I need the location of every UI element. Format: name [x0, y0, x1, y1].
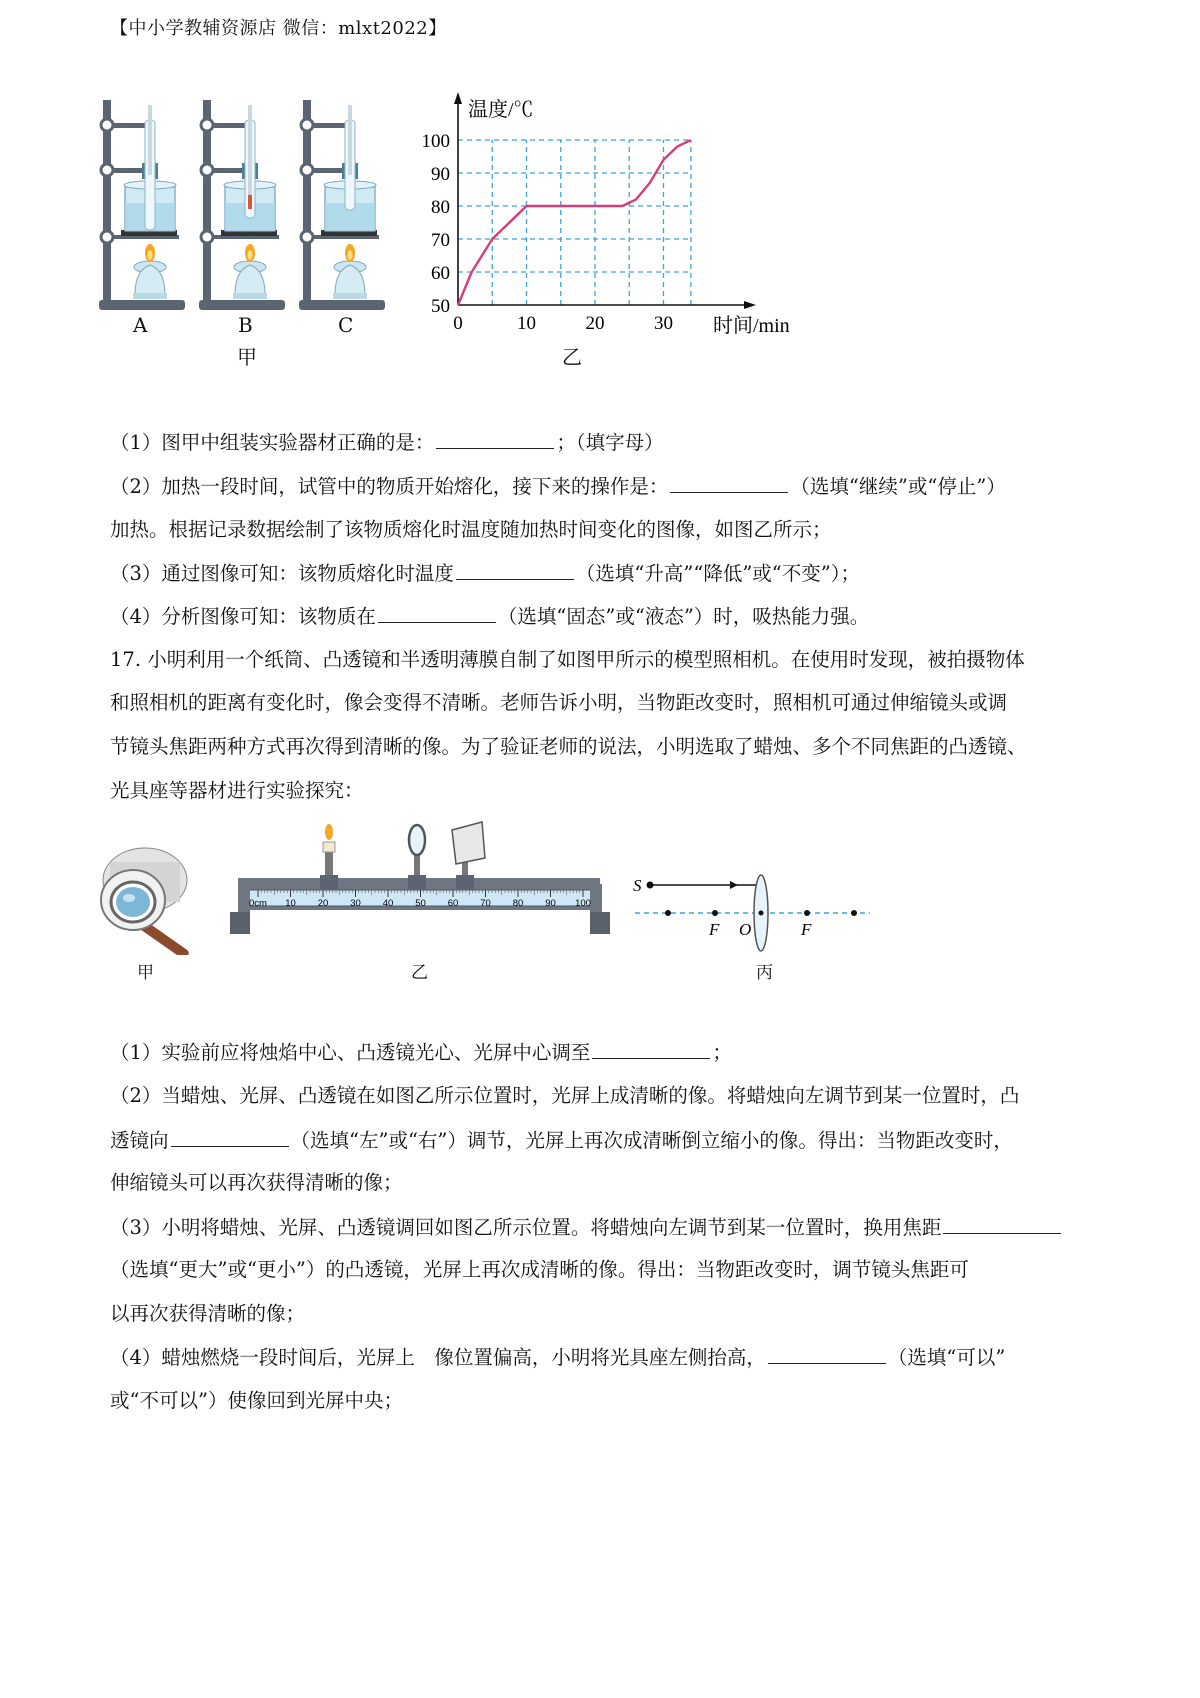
q17-line-8: （4）蜡烛燃烧一段时间后，光屏上 像位置偏高，小明将光具座左侧抬高， （选填“可以”: [110, 1343, 1005, 1372]
x-tick-label: 0: [453, 313, 463, 334]
answer-blank[interactable]: [378, 602, 496, 623]
ruler-label: 70: [480, 898, 491, 909]
y-tick-label: 50: [431, 296, 450, 317]
answer-blank[interactable]: [436, 428, 554, 449]
answer-blank[interactable]: [171, 1126, 289, 1147]
y-tick-label: 80: [431, 197, 450, 218]
y-tick-label: 70: [431, 230, 450, 251]
label-a: A: [133, 313, 148, 337]
temperature-time-chart: [420, 90, 820, 370]
q17-line-7: 以再次获得清晰的像；: [110, 1302, 306, 1325]
q16-line-2: （2）加热一段时间，试管中的物质开始熔化，接下来的操作是： （选填“继续”或“停止”）: [110, 472, 1006, 501]
y-tick-label: 100: [421, 131, 450, 152]
ruler-label: 90: [545, 898, 556, 909]
caption-jia-1: 甲: [237, 345, 257, 369]
melting-curve: [458, 140, 691, 305]
answer-blank[interactable]: [592, 1038, 710, 1059]
figure-camera: [95, 840, 210, 955]
x-axis-arrow: [744, 301, 756, 309]
x-tick-label: 30: [654, 313, 673, 334]
y-axis-label: 温度/℃: [468, 99, 534, 121]
ruler-label: 0cm: [249, 898, 267, 909]
y-tick-label: 90: [431, 164, 450, 185]
apparatus-c: [299, 100, 385, 310]
figure-ray-diagram: [625, 860, 875, 955]
label-o: O: [739, 920, 752, 939]
q17-line-9: 或“不可以”）使像回到光屏中央；: [110, 1389, 403, 1412]
ruler-label: 10: [285, 898, 296, 909]
caption-bing: 丙: [756, 963, 773, 983]
answer-blank[interactable]: [943, 1213, 1061, 1234]
y-tick-label: 60: [431, 263, 450, 284]
q17-line-6: （选填“更大”或“更小”）的凸透镜，光屏上再次成清晰的像。得出：当物距改变时，调节镜头焦距可: [110, 1258, 969, 1281]
label-b: B: [238, 313, 253, 337]
q16-line-5: （4）分析图像可知：该物质在 （选填“固态”或“液态”）时，吸热能力强。: [110, 602, 869, 631]
q17-line-5: （3）小明将蜡烛、光屏、凸透镜调回如图乙所示位置。将蜡烛向左调节到某一位置时，换用焦距: [110, 1213, 1063, 1242]
caption-yi-2: 乙: [411, 963, 428, 983]
apparatus-b: [199, 100, 285, 310]
ruler-label: 40: [382, 898, 394, 909]
ruler-label: 80: [512, 898, 524, 909]
q17-intro-4: 光具座等器材进行实验探究：: [110, 779, 364, 802]
answer-blank[interactable]: [456, 559, 574, 580]
label-f-right: F: [801, 920, 812, 939]
y-axis-arrow: [454, 92, 462, 104]
q17-line-4: 伸缩镜头可以再次获得清晰的像；: [110, 1171, 403, 1194]
figure-optical-bench: [230, 820, 615, 945]
ruler-label: 50: [415, 898, 426, 909]
ruler-label: 30: [350, 898, 361, 909]
x-tick-label: 10: [517, 313, 536, 334]
q17-line-2: （2）当蜡烛、光屏、凸透镜在如图乙所示位置时，光屏上成清晰的像。将蜡烛向左调节到某一位置时，凸: [110, 1084, 1020, 1107]
ruler-label: 20: [317, 898, 329, 909]
q16-line-4: （3）通过图像可知：该物质熔化时温度 （选填“升高”“降低”或“不变”）；: [110, 559, 860, 588]
q17-intro-1: 17. 小明利用一个纸筒、凸透镜和半透明薄膜自制了如图甲所示的模型照相机。在使用时发现，被拍摄物体: [110, 648, 1025, 671]
answer-blank[interactable]: [670, 472, 788, 493]
label-c: C: [338, 313, 354, 337]
answer-blank[interactable]: [768, 1343, 886, 1364]
apparatus-a: [99, 100, 185, 310]
x-axis-label: 时间/min: [713, 315, 790, 337]
q17-line-1: （1）实验前应将烛焰中心、凸透镜光心、光屏中心调至 ；: [110, 1038, 732, 1067]
q16-line-3: 加热。根据记录数据绘制了该物质熔化时温度随加热时间变化的图像，如图乙所示；: [110, 518, 832, 541]
caption-jia-2: 甲: [137, 963, 154, 983]
q17-line-3: 透镜向 （选填“左”或“右”）调节，光屏上再次成清晰倒立缩小的像。得出：当物距改变时，: [110, 1126, 1013, 1155]
q17-intro-2: 和照相机的距离有变化时，像会变得不清晰。老师告诉小明，当物距改变时，照相机可通过伸缩镜头或调: [110, 691, 1008, 714]
label-f-left: F: [709, 920, 720, 939]
q16-line-1: （1）图甲中组装实验器材正确的是： ；（填字母）: [110, 428, 664, 457]
caption-yi-1: 乙: [562, 345, 582, 369]
ruler-label: 100: [575, 898, 591, 909]
x-tick-label: 20: [585, 313, 605, 334]
label-s: S: [633, 876, 642, 895]
header-watermark: 【中小学教辅资源店 微信：mlxt2022】: [110, 18, 447, 39]
q17-intro-3: 节镜头焦距两种方式再次得到清晰的像。为了验证老师的说法，小明选取了蜡烛、多个不同焦距的凸透镜、: [110, 735, 1027, 758]
ruler-label: 60: [447, 898, 459, 909]
